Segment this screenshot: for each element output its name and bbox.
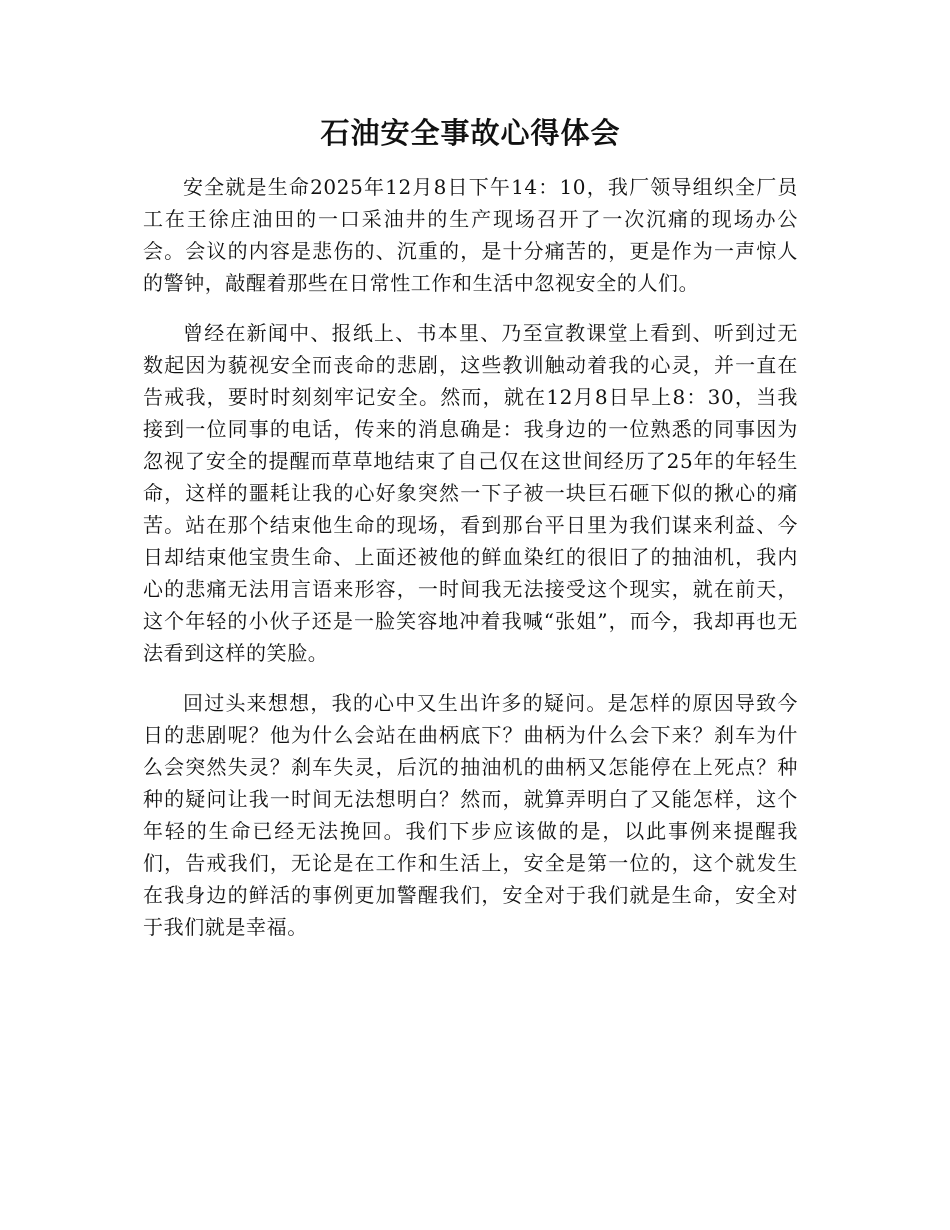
- document-page: [143, 110, 798, 961]
- paragraph-1: 安全就是生命2025年12月8日下午14：10，我厂领导组织全厂员工在王徐庄油田的一口采油井的生产现场召开了一次沉痛的现场办公会。会议的内容是悲伤的、沉重的，是十分痛苦的，更是作为一声惊人的警钟，敲醒着那些在日常性工作和生活中忽视安全的人们。: [143, 175, 798, 295]
- document-title: 石油安全事故心得体会: [320, 116, 621, 150]
- paragraph-3: 回过头来想想，我的心中又生出许多的疑问。是怎样的原因导致今日的悲剧呢？他为什么会站在曲柄底下？曲柄为什么会下来？刹车为什么会突然失灵？刹车失灵，后沉的抽油机的曲柄又怎能停在上死点？种种的疑问让我一时间无法想明白？然而，就算弄明白了又能怎样，这个年轻的生命已经无法挽回。我们下步应该做的是，以此事例来提醒我们，告戒我们，无论是在工作和生活上，安全是第一位的，这个就发生在我身边的鲜活的事例更加警醒我们，安全对于我们就是生命，安全对于我们就是幸福。: [143, 691, 798, 939]
- paragraph-2: 曾经在新闻中、报纸上、书本里、乃至宣教课堂上看到、听到过无数起因为藐视安全而丧命的悲剧，这些教训触动着我的心灵，并一直在告戒我，要时时刻刻牢记安全。然而，就在12月8日早上8：30，当我接到一位同事的电话，传来的消息确是：我身边的一位熟悉的同事因为忽视了安全的提醒而草草地结束了自己仅在这世间经历了25年的年轻生命，这样的噩耗让我的心好象突然一下子被一块巨石砸下似的揪心的痛苦。站在那个结束他生命的现场，看到那台平日里为我们谋来利益、今日却结束他宝贵生命、上面还被他的鲜血染红的很旧了的抽油机，我内心的悲痛无法用言语来形容，一时间我无法接受这个现实，就在前天，这个年轻的小伙子还是一脸笑容地冲着我喊“张姐”，而今，我却再也无法看到这样的笑脸。: [143, 321, 798, 665]
